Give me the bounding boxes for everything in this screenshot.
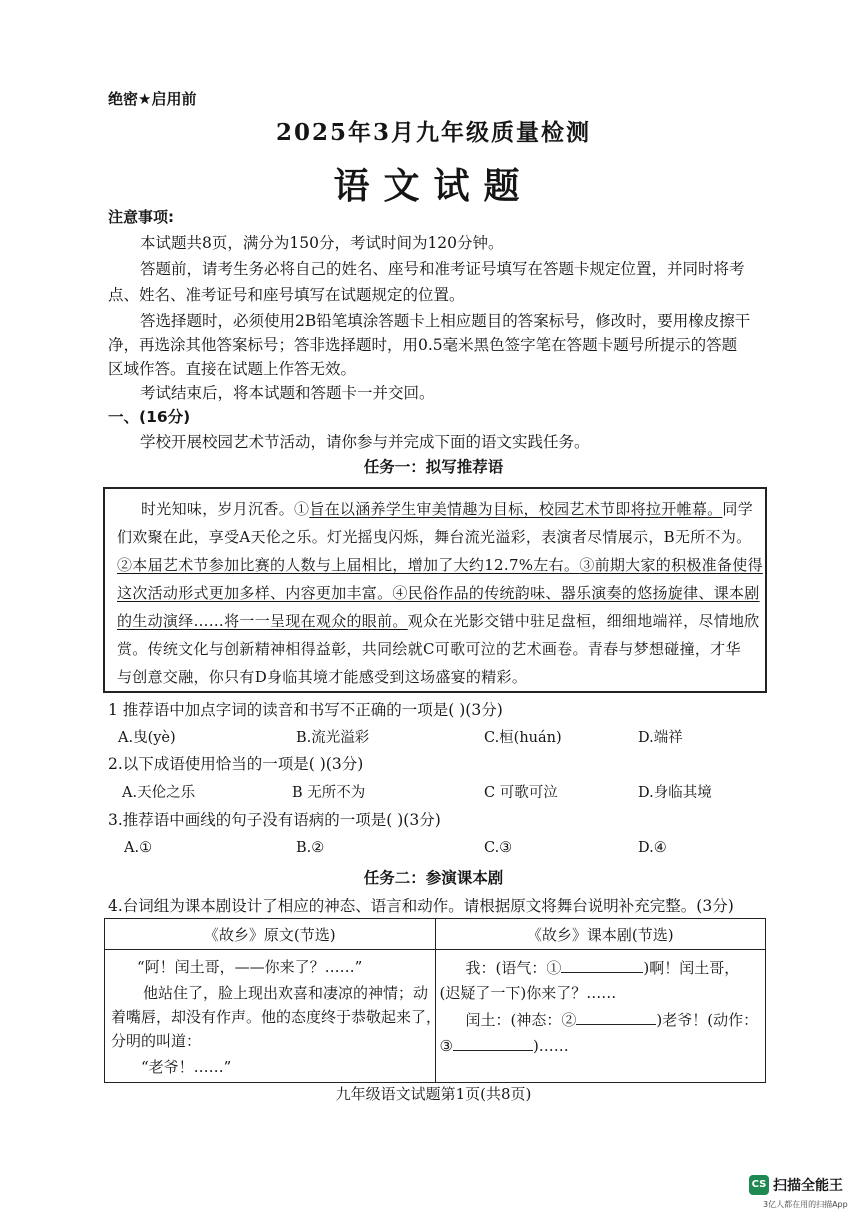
task2-title: 任务二：参演课本剧	[363, 869, 504, 887]
play-line: )……	[532, 1037, 569, 1055]
exam-title: 2025年3月九年级质量检测	[275, 119, 592, 146]
recommendation-passage	[103, 487, 767, 693]
q3-option-c: C.③	[484, 840, 513, 856]
notice-heading: 注意事项:	[108, 208, 174, 226]
notice-line: 净，再选涂其他答案标号；答非选择题时，用0.5毫米黑色签字笔在答题卡题号所提示的答题	[108, 336, 738, 354]
q2-option-a: A.天伦之乐	[122, 785, 196, 801]
underlined-sentence-3: ③前期大家的积极准备使得	[579, 556, 763, 574]
watermark-subtitle: 3亿人都在用的扫描App	[763, 1200, 848, 1209]
confidential-label: 绝密★启用前	[108, 90, 197, 108]
camscanner-logo-icon: CS	[749, 1175, 769, 1195]
original-line: 分明的叫道：	[111, 1032, 202, 1050]
play-line: )老爷！(动作：	[656, 1011, 759, 1029]
original-line: 他站住了，脸上现出欢喜和凄凉的神情；动	[143, 984, 429, 1002]
original-text-cell	[105, 950, 442, 1082]
q1-option-d: D.端祥	[638, 730, 683, 746]
task1-title: 任务一：拟写推荐语	[363, 458, 504, 476]
answer-blank-3[interactable]	[453, 1034, 533, 1051]
section-intro: 学校开展校园艺术节活动，请你参与并完成下面的语文实践任务。	[140, 433, 590, 451]
question-1-stem: 1 推荐语中加点字词的读音和书写不正确的一项是( )(3分)	[108, 701, 503, 719]
passage-text: 同学	[722, 500, 754, 518]
q1-option-c: C.桓(huán)	[484, 730, 562, 746]
passage-text: 与创意交融，你只有D身临其境才能感受到这场盛宴的精彩。	[117, 668, 528, 686]
notice-line: 点、姓名、准考证号和座号填写在试题规定的位置。	[108, 286, 465, 304]
q3-option-b: B.②	[296, 840, 325, 856]
question-4-stem: 4.台词组为课本剧设计了相应的神态、语言和动作。请根据原文将舞台说明补充完整。(3分)	[108, 897, 734, 915]
underlined-sentence-3-cont: 这次活动形式更加多样、内容更加丰富。	[117, 584, 393, 602]
notice-line: 区域作答。直接在试题上作答无效。	[108, 360, 357, 378]
original-line: “老爷！……”	[141, 1058, 232, 1076]
original-line: “阿！闰土哥，——你来了？……”	[137, 958, 363, 976]
section-heading: 一、(16分)	[108, 408, 191, 426]
q2-option-c: C 可歌可泣	[484, 785, 558, 801]
comparison-table	[104, 918, 766, 1083]
play-line: 闰土：(神态：②	[465, 1011, 577, 1029]
answer-blank-2[interactable]	[576, 1008, 656, 1025]
notice-line: 本试题共8页，满分为150分，考试时间为120分钟。	[140, 234, 504, 252]
play-text-cell	[436, 950, 766, 1082]
question-3-stem: 3.推荐语中画线的句子没有语病的一项是( )(3分)	[108, 811, 441, 829]
table-header-original: 《故乡》原文(节选)	[105, 919, 436, 950]
notice-line: 答选择题时，必须使用2B铅笔填涂答题卡上相应题目的答案标号，修改时，要用橡皮擦干	[140, 312, 751, 330]
q1-option-a: A.曳(yè)	[118, 730, 176, 746]
page-footer: 九年级语文试题第1页(共8页)	[335, 1085, 532, 1103]
play-line: )啊！闰土哥，	[643, 959, 740, 977]
notice-line: 考试结束后，将本试题和答题卡一并交回。	[140, 384, 435, 402]
underlined-sentence-1: 旨在以涵养学生审美情趣为目标，校园艺术节即将拉开帷幕。	[309, 500, 723, 518]
answer-blank-1[interactable]	[561, 956, 643, 973]
notice-line: 答题前，请考生务必将自己的姓名、座号和准考证号填写在答题卡规定位置，并同时将考	[140, 260, 745, 278]
underlined-sentence-2: ②本届艺术节参加比赛的人数与上届相比，增加了大约12.7%左右。	[117, 556, 580, 574]
watermark-name: 扫描全能王	[773, 1178, 843, 1194]
play-line: 我：(语气：①	[465, 959, 562, 977]
play-line: ③	[439, 1037, 453, 1055]
question-2-stem: 2.以下成语使用恰当的一项是( )(3分)	[108, 755, 364, 773]
passage-text: 赏。传统文化与创新精神相得益彰，共同绘就C可歌可泣的艺术画卷。青春与梦想碰撞，才华	[117, 640, 741, 658]
q1-option-b: B.流光溢彩	[296, 730, 370, 746]
passage-text: 观众在光影交错中驻足盘桓，细细地端祥，尽情地欣	[407, 612, 760, 630]
play-line: (迟疑了一下)你来了？……	[439, 984, 617, 1002]
subject-title: 语文试题	[333, 166, 534, 207]
q3-option-d: D.④	[638, 840, 667, 856]
underlined-sentence-4: ④民俗作品的传统韵味、器乐演奏的悠扬旋律、课本剧	[392, 584, 760, 602]
passage-text: 们欢聚在此，享受A天伦之乐。灯光摇曳闪烁，舞台流光溢彩，表演者尽情展示，B无所不为。	[117, 528, 752, 546]
underlined-sentence-4-cont: 的生动演绎……将一一呈现在观众的眼前。	[117, 612, 408, 630]
q3-option-a: A.①	[124, 840, 153, 856]
passage-text: 时光知味，岁月沉香。①	[141, 500, 310, 518]
original-line: 着嘴唇，却没有作声。他的态度终于恭敬起来了，	[111, 1008, 442, 1026]
table-header-play: 《故乡》课本剧(节选)	[435, 919, 766, 950]
q2-option-b: B 无所不为	[292, 785, 366, 801]
q2-option-d: D.身临其境	[638, 785, 712, 801]
